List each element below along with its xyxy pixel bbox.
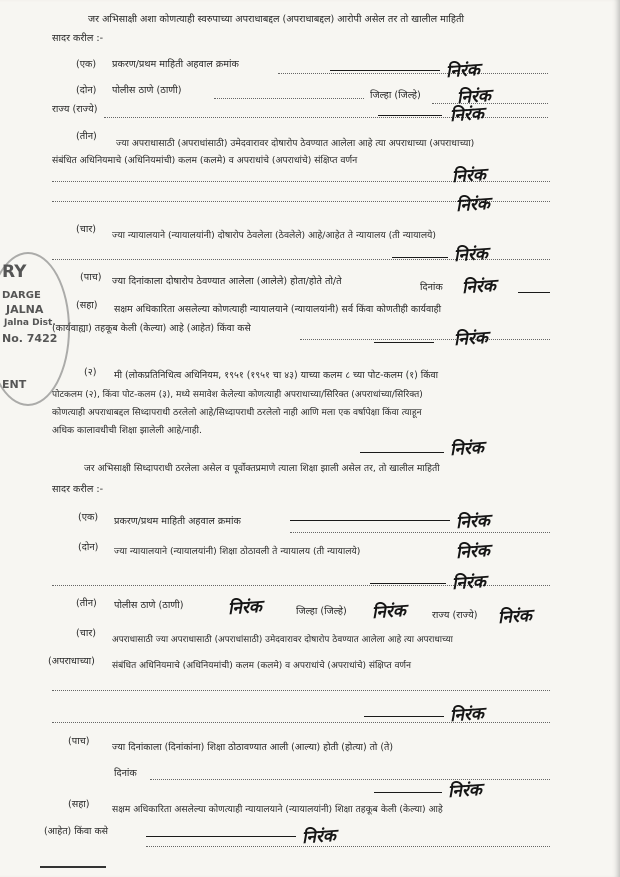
case-number-label-2: प्रकरण/प्रथम माहिती अहवाल क्रमांक bbox=[114, 516, 241, 527]
item-number: (दोन) bbox=[76, 85, 97, 96]
court-text: ज्या न्यायालयाने (न्यायालयांनी) दोषारोप ठेवलेला (ठेवलेले) आहे/आहेत ते न्यायालय (ती न्यायालये) bbox=[112, 230, 436, 241]
nil-handwritten: निरंक bbox=[447, 779, 483, 803]
district-label-2: जिल्हा (जिल्हे) bbox=[296, 606, 347, 617]
nil-handwritten: निरंक bbox=[455, 193, 491, 217]
nil-handwritten: निरंक bbox=[449, 437, 485, 461]
nil-handwritten: निरंक bbox=[301, 825, 337, 849]
offence-text2-1: अपराधासाठी ज्या अपराधासाठी (अपराधांसाठी) उमेदवारावर दोषारोप ठेवण्यात आलेला आहे त्या अपराधाच्या bbox=[112, 635, 453, 645]
dash-line bbox=[360, 452, 444, 453]
nil-handwritten: निरंक bbox=[453, 243, 489, 267]
item-number: (एक) bbox=[76, 59, 97, 70]
cut-off-heading bbox=[40, 866, 106, 876]
item-number: (सहा) bbox=[68, 799, 90, 810]
dash-line bbox=[374, 342, 434, 343]
blank-line bbox=[214, 98, 364, 99]
blank-line bbox=[146, 846, 550, 847]
nil-handwritten: निरंक bbox=[455, 540, 491, 564]
item-number: (दोन) bbox=[78, 542, 99, 553]
adjourn2-text-1: सक्षम अधिकारिता असलेल्या कोणत्याही न्यायालयाने (न्यायालयांनी) शिक्षा तहकूब केली (केल्या) आहे bbox=[112, 804, 443, 815]
para2-line-2: पोटकलम (२), किंवा पोट-कलम (३), मध्ये समावेश केलेल्या कोणत्याही अपराधाच्या/सिरिक्त (अपराधांच्या/सिरिक्त) bbox=[52, 390, 423, 400]
dash-line bbox=[146, 836, 296, 837]
offence-text2-2: संबंधित अधिनियमाचे (अधिनियमांची) कलम (कलमे) व अपराधांचे (अपराधांचे) संक्षिप्त वर्णन bbox=[112, 661, 412, 671]
stamp-text: Jalna Dist. bbox=[4, 318, 56, 328]
nil-handwritten: निरंक bbox=[497, 605, 533, 629]
nil-handwritten: निरंक bbox=[455, 510, 491, 534]
nil-handwritten: निरंक bbox=[451, 164, 487, 188]
date-label: दिनांक bbox=[420, 282, 443, 293]
intro-line-1: जर अभिसाक्षी अशा कोणत्याही स्वरुपाच्या अपराधाबद्दल (अपराधाबद्दल) आरोपी असेल तर तो खालील माहिती bbox=[88, 14, 464, 25]
blank-line bbox=[278, 73, 548, 74]
item-number: (चार) bbox=[76, 224, 96, 235]
dash-line bbox=[392, 257, 448, 258]
offence-text-2: संबंधित अधिनियमाचे (अधिनियमांची) कलम (कलमे) व अपराधांचे (अपराधांचे) संक्षिप्त वर्णन bbox=[52, 155, 358, 166]
para2-line-3: कोणत्याही अपराधाबद्दल सिध्दापराधी ठरलेलो आहे/सिध्दापराधी ठरलेलो नाही आणि मला एक वर्षापेक्षा किंवा त्याहून bbox=[52, 408, 422, 418]
state-label: राज्य (राज्ये) bbox=[52, 104, 98, 115]
sentence-date-text: ज्या दिनांकाला (दिनांकांना) शिक्षा ठोठावण्यात आली (आल्या) होती (होत्या) तो (ते) bbox=[112, 742, 393, 753]
dash-line bbox=[330, 70, 440, 71]
state-label-2: राज्य (राज्ये) bbox=[432, 610, 478, 621]
stamp-text: DARGE bbox=[2, 290, 41, 301]
item-number: (चार) bbox=[76, 628, 96, 639]
case-number-label: प्रकरण/प्रथम माहिती अहवाल क्रमांक bbox=[112, 59, 239, 70]
intro-line-2: सादर करील :- bbox=[52, 33, 104, 44]
para-number: (२) bbox=[84, 367, 97, 378]
nil-handwritten: निरंक bbox=[371, 600, 407, 624]
blank-line bbox=[150, 779, 550, 780]
intro2-line-1: जर अभिसाक्षी सिध्दापराधी ठरलेला असेल व पूर्वोक्तप्रमाणे त्याला शिक्षा झाली असेल तर, तो खालील माहिती bbox=[84, 463, 440, 474]
para2-line-4: अधिक कालावधीची शिक्षा झालेली आहे/नाही. bbox=[52, 425, 202, 436]
item-number: (तीन) bbox=[76, 131, 97, 142]
district-label: जिल्हा (जिल्हे) bbox=[370, 90, 421, 101]
stamp-text: JALNA bbox=[6, 303, 44, 316]
blank-line bbox=[290, 532, 550, 533]
dash-line bbox=[518, 292, 550, 293]
nil-handwritten: निरंक bbox=[449, 703, 485, 727]
stamp-text: No. 7422 bbox=[2, 332, 58, 345]
dash-line bbox=[374, 792, 442, 793]
dash-line bbox=[378, 115, 442, 116]
item-number: (तीन) bbox=[76, 598, 97, 609]
date-label-2: दिनांक bbox=[114, 768, 137, 779]
nil-handwritten: निरंक bbox=[453, 327, 489, 351]
offence-text-1: ज्या अपराधासाठी (अपराधांसाठी) उमेदवारावर दोषारोप ठेवण्यात आलेला आहे त्या अपराधाच्या (अपराधाच्या) bbox=[116, 138, 475, 149]
stamp-text: ENT bbox=[2, 378, 27, 391]
police-station-label-2: पोलीस ठाणे (ठाणी) bbox=[114, 600, 184, 611]
item-number: (पाच) bbox=[68, 736, 90, 747]
stamp-text: RY bbox=[2, 262, 27, 282]
nil-handwritten: निरंक bbox=[456, 85, 492, 109]
charge-date-text: ज्या दिनांकाला दोषारोप ठेवण्यात आलेला (आलेले) होता/होते तो/ते bbox=[112, 276, 342, 287]
blank-line bbox=[52, 690, 550, 691]
dash-line bbox=[364, 716, 444, 717]
item-number: (एक) bbox=[78, 512, 99, 523]
police-station-label: पोलीस ठाणे (ठाणी) bbox=[112, 85, 182, 96]
nil-handwritten: निरंक bbox=[445, 59, 481, 83]
nil-handwritten: निरंक bbox=[449, 103, 485, 127]
blank-line bbox=[300, 339, 550, 340]
dash-line bbox=[370, 583, 446, 584]
dash-line bbox=[290, 520, 450, 521]
item-prefix: (अपराधाच्या) bbox=[48, 656, 95, 667]
para2-line-1: मी (लोकप्रतिनिधित्व अधिनियम, १९५१ (१९५१ चा ४३) याच्या कलम ८ च्या पोट-कलम (१) किंवा bbox=[114, 370, 439, 381]
adjourn-text-1: सक्षम अधिकारिता असलेल्या कोणत्याही न्यायालयाने (न्यायालयांनी) सर्व किंवा कोणतीही कार्यवाही bbox=[114, 304, 442, 315]
adjourn-text-2: (कार्यवाह्या) तहकूब केली (केल्या) आहे (आहेत) किंवा कसे bbox=[52, 323, 251, 334]
nil-handwritten: निरंक bbox=[461, 275, 497, 299]
sentencing-court-label: ज्या न्यायालयाने (न्यायालयांनी) शिक्षा ठोठावली ते न्यायालय (ती न्यायालये) bbox=[114, 546, 361, 557]
item-number: (पाच) bbox=[80, 272, 102, 283]
nil-handwritten: निरंक bbox=[227, 596, 263, 620]
item-number: (सहा) bbox=[76, 300, 98, 311]
adjourn2-text-2: (आहेत) किंवा कसे bbox=[44, 826, 108, 837]
nil-handwritten: निरंक bbox=[451, 571, 487, 595]
intro2-line-2: सादर करील :- bbox=[52, 484, 104, 495]
